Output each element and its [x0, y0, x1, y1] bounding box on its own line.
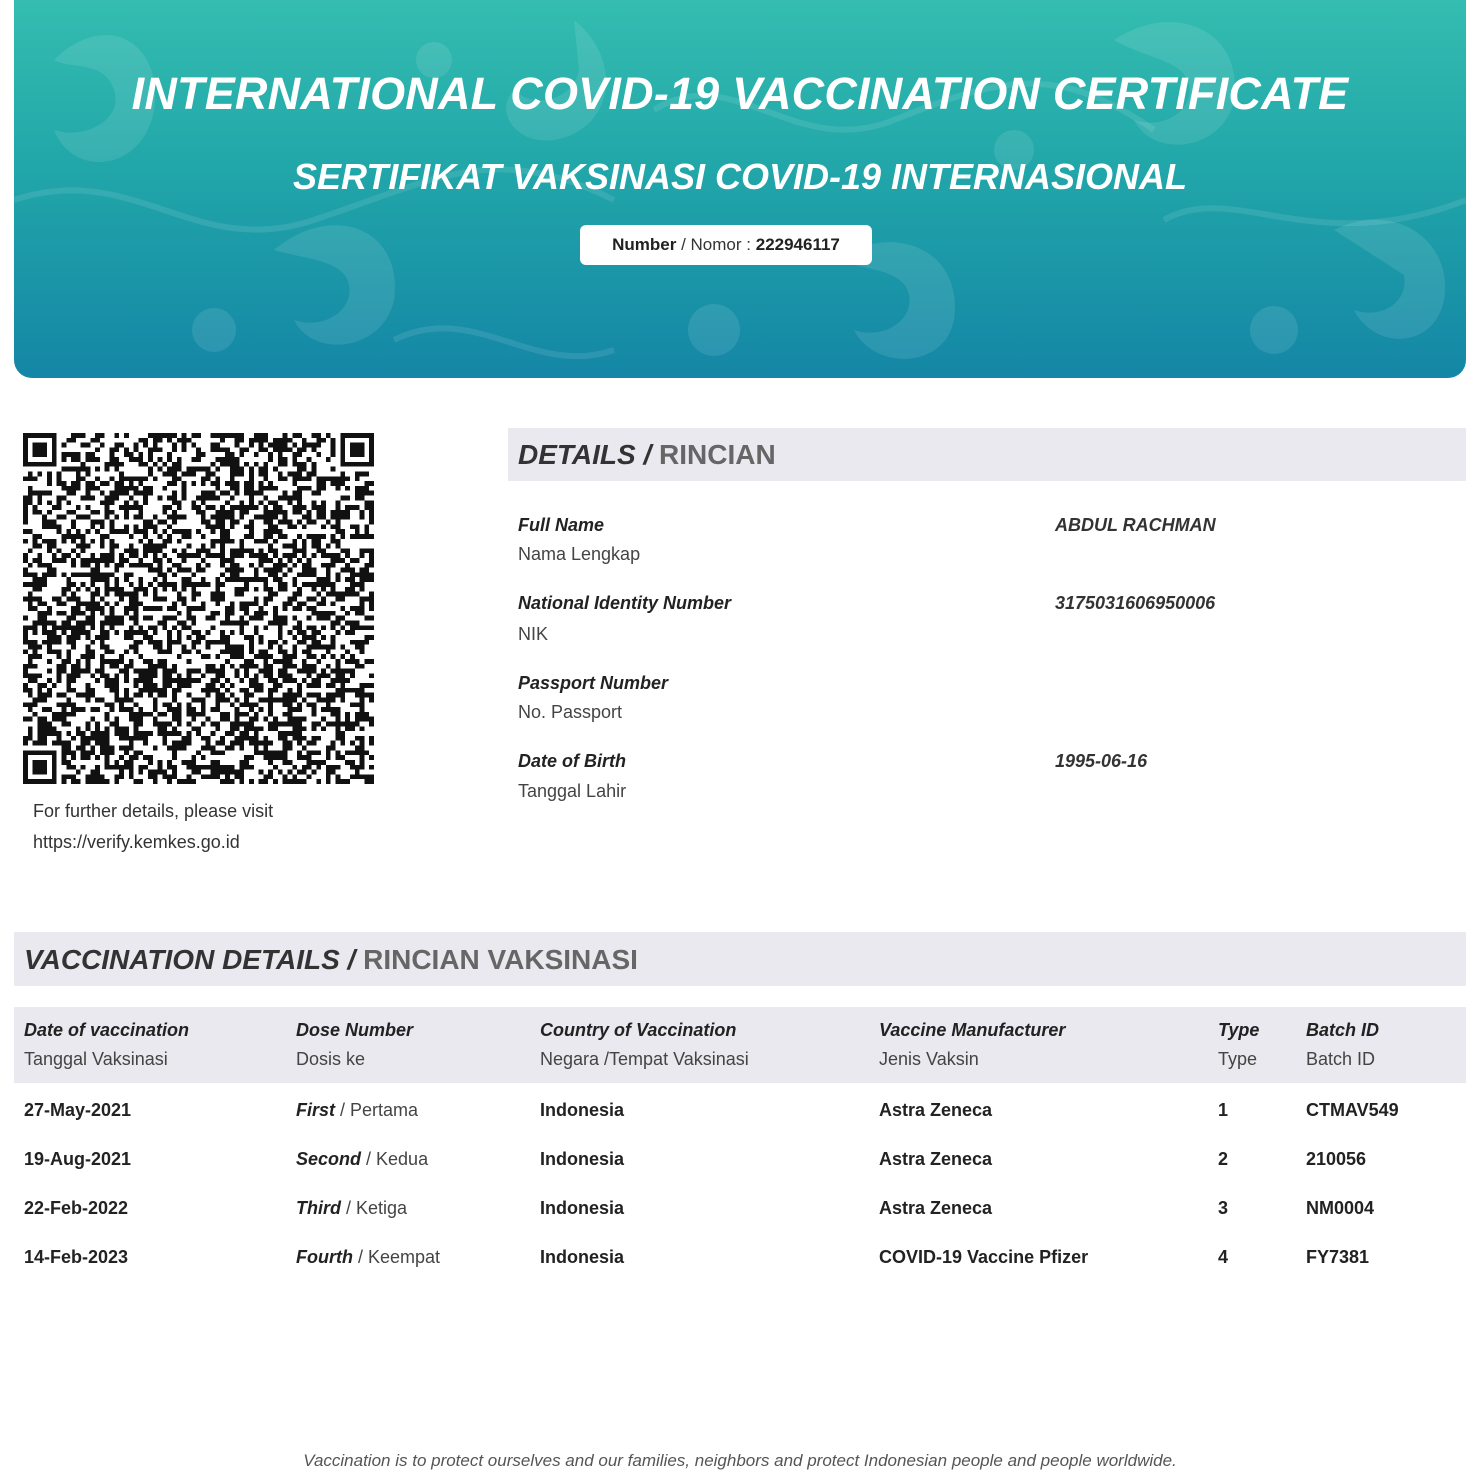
- certificate-title-id: SERTIFIKAT VAKSINASI COVID-19 INTERNASIONAL: [292, 156, 1188, 197]
- col-header-batch: [1306, 1020, 1379, 1070]
- vaccination-heading-id: RINCIAN VAKSINASI: [363, 944, 638, 975]
- row-dose-id: Pertama: [350, 1100, 419, 1120]
- nik-value: 3175031606950006: [1055, 593, 1216, 613]
- vaccination-heading: [24, 944, 638, 976]
- row-country: Indonesia: [540, 1100, 625, 1120]
- number-label-separator: /: [681, 235, 691, 254]
- row-batch: FY7381: [1306, 1247, 1370, 1267]
- row-type: 2: [1218, 1149, 1229, 1169]
- col-header-dose-id: Dosis ke: [296, 1049, 366, 1069]
- col-header-type-en: Type: [1218, 1020, 1260, 1040]
- row-dose-id: Ketiga: [356, 1198, 408, 1218]
- certificate-banner: [14, 0, 1466, 378]
- row-date: 22-Feb-2022: [24, 1198, 129, 1218]
- col-header-dose: [296, 1020, 413, 1070]
- col-header-country-id: Negara /Tempat Vaksinasi: [540, 1049, 749, 1069]
- row-dose: Third / Ketiga: [296, 1198, 408, 1218]
- row-country: Indonesia: [540, 1149, 625, 1169]
- details-heading: [518, 439, 776, 471]
- row-type: 4: [1218, 1247, 1229, 1267]
- row-date: 27-May-2021: [24, 1100, 132, 1120]
- number-colon: :: [746, 235, 756, 254]
- row-dose-en: Third: [296, 1198, 341, 1218]
- col-header-dose-en: Dose Number: [296, 1020, 414, 1040]
- full-name-sublabel: Nama Lengkap: [518, 544, 641, 564]
- row-dose: Fourth / Keempat: [296, 1247, 441, 1267]
- dob-sublabel: Tanggal Lahir: [518, 781, 627, 801]
- col-header-country-en: Country of Vaccination: [540, 1020, 737, 1040]
- col-header-type-id: Type: [1218, 1049, 1258, 1069]
- row-batch: NM0004: [1306, 1198, 1375, 1218]
- qr-modules: [23, 433, 374, 784]
- col-header-manufacturer-en: Vaccine Manufacturer: [879, 1020, 1066, 1040]
- qr-caption: [33, 796, 273, 858]
- nik-sublabel: NIK: [518, 624, 549, 644]
- row-batch: 210056: [1306, 1149, 1367, 1169]
- row-dose: Second / Kedua: [296, 1149, 429, 1169]
- col-header-country: [540, 1020, 749, 1070]
- col-header-batch-id: Batch ID: [1306, 1049, 1376, 1069]
- row-country: Indonesia: [540, 1198, 625, 1218]
- row-manufacturer: Astra Zeneca: [879, 1198, 993, 1218]
- vaccination-heading-en: VACCINATION DETAILS /: [24, 944, 356, 975]
- col-header-date-id: Tanggal Vaksinasi: [24, 1049, 168, 1069]
- certificate-title-en: INTERNATIONAL COVID-19 VACCINATION CERTIFICATE: [131, 68, 1349, 119]
- row-manufacturer: Astra Zeneca: [879, 1149, 993, 1169]
- row-dose-id: Kedua: [376, 1149, 429, 1169]
- row-dose: First / Pertama: [296, 1100, 419, 1120]
- col-header-manufacturer-id: Jenis Vaksin: [879, 1049, 979, 1069]
- dob-value: 1995-06-16: [1055, 751, 1148, 771]
- row-type: 1: [1218, 1100, 1229, 1120]
- details-heading-id: RINCIAN: [659, 439, 776, 470]
- row-type: 3: [1218, 1198, 1229, 1218]
- row-dose-en: Second: [296, 1149, 362, 1169]
- details-heading-en: DETAILS /: [518, 439, 652, 470]
- row-date: 14-Feb-2023: [24, 1247, 129, 1267]
- col-header-date: [24, 1020, 189, 1070]
- passport-sublabel: No. Passport: [518, 702, 623, 722]
- number-label-id: Nomor: [690, 235, 742, 254]
- row-dose-en: Fourth: [296, 1247, 353, 1267]
- qr-caption-text: For further details, please visit: [33, 801, 274, 821]
- number-label-en: Number: [612, 235, 677, 254]
- row-dose-id: Keempat: [368, 1247, 441, 1267]
- full-name-label: Full Name: [518, 515, 605, 535]
- full-name-value: ABDUL RACHMAN: [1055, 515, 1216, 535]
- dob-label: Date of Birth: [518, 751, 626, 771]
- verify-link[interactable]: https://verify.kemkes.go.id: [33, 832, 240, 852]
- col-header-type: [1218, 1020, 1259, 1070]
- qr-code: [23, 433, 374, 784]
- row-country: Indonesia: [540, 1247, 625, 1267]
- row-date: 19-Aug-2021: [24, 1149, 132, 1169]
- col-header-manufacturer: [879, 1020, 1065, 1070]
- passport-label: Passport Number: [518, 673, 669, 693]
- row-manufacturer: COVID-19 Vaccine Pfizer: [879, 1247, 1089, 1267]
- row-dose-en: First: [296, 1100, 336, 1120]
- certificate-number: 222946117: [755, 235, 840, 254]
- col-header-date-en: Date of vaccination: [24, 1020, 190, 1040]
- footer-note: Vaccination is to protect ourselves and our families, neighbors and protect Indonesian people and people worldwide.: [303, 1451, 1177, 1470]
- nik-label: National Identity Number: [518, 593, 732, 613]
- row-batch: CTMAV549: [1306, 1100, 1399, 1120]
- col-header-batch-en: Batch ID: [1306, 1020, 1380, 1040]
- certificate-number-box: [580, 225, 872, 265]
- row-manufacturer: Astra Zeneca: [879, 1100, 993, 1120]
